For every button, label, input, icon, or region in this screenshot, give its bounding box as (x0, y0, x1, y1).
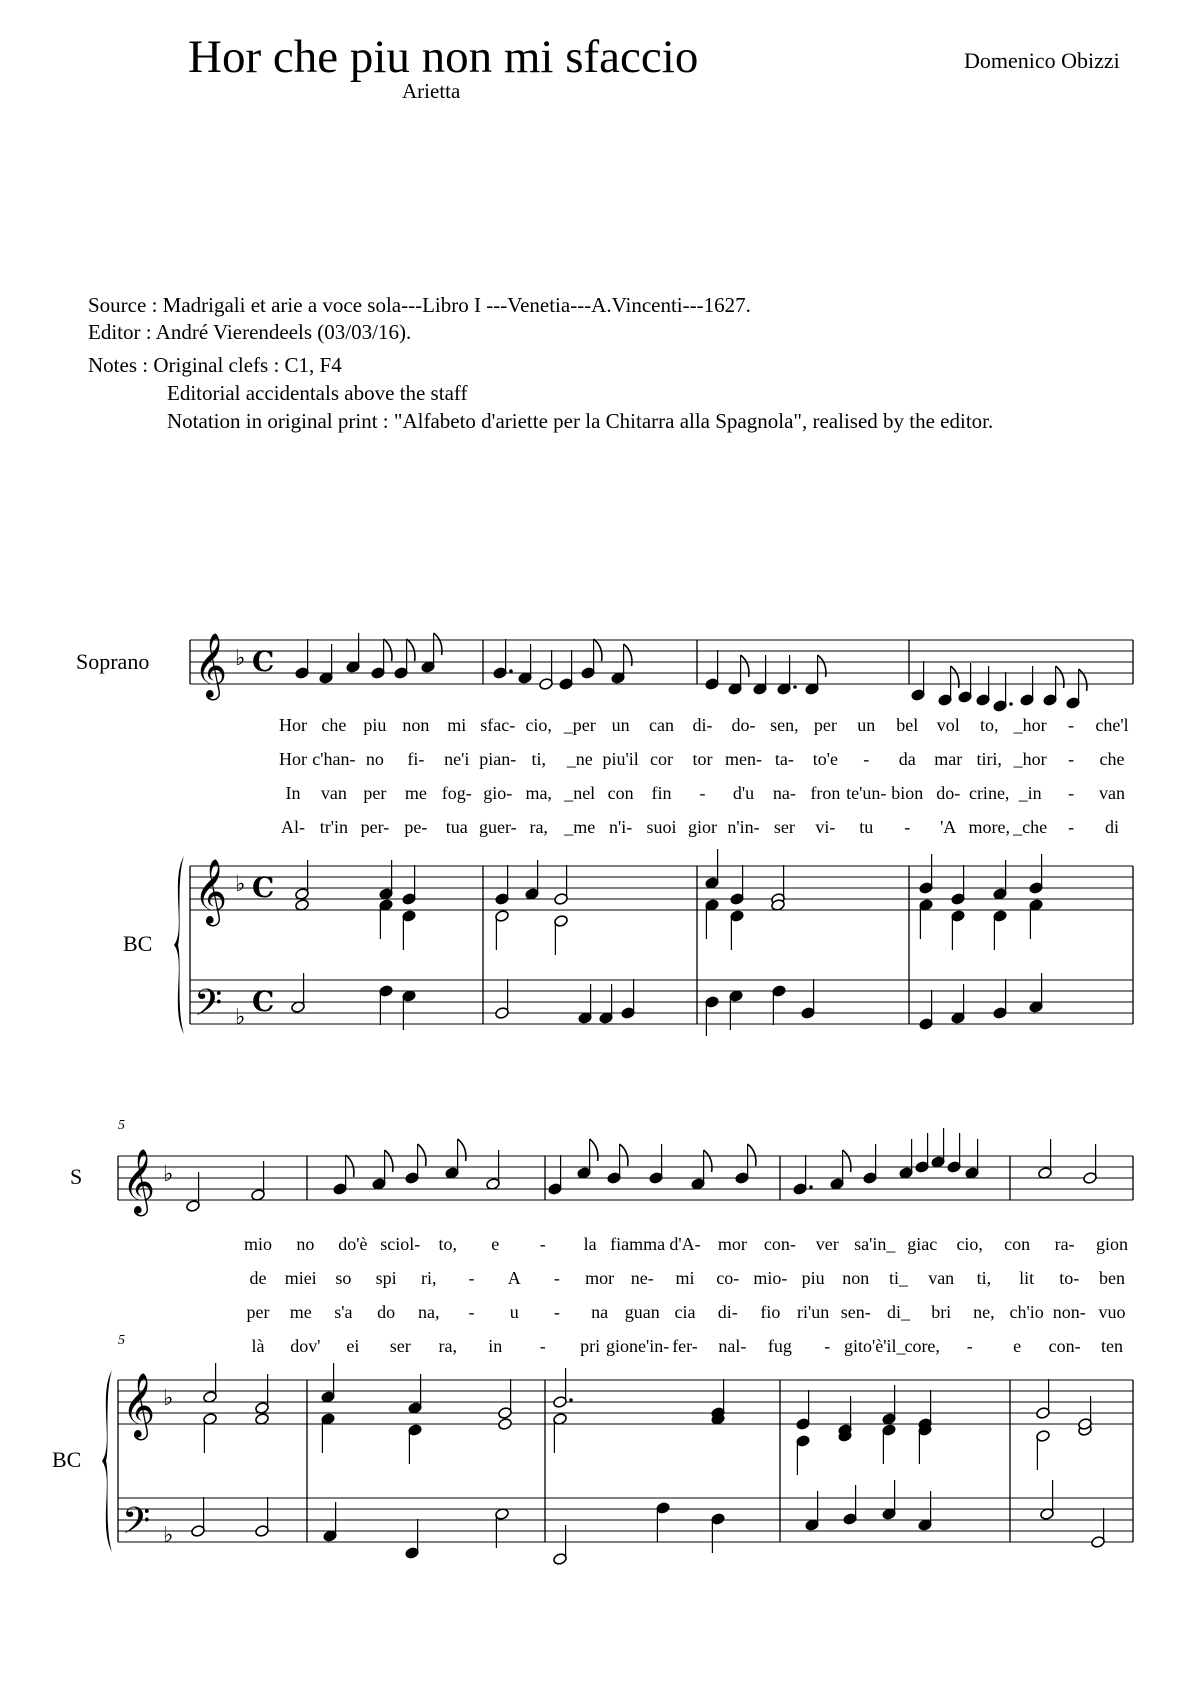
treble-clef-icon: 𝄞 (122, 1373, 156, 1438)
lyric-syllable: to, (438, 1234, 458, 1254)
lyric-syllable: fron (810, 783, 841, 803)
augmentation-dot (1009, 702, 1013, 706)
lyric-syllable: _ne (566, 749, 593, 769)
lyric-syllable: _che (1013, 817, 1048, 837)
lyric-syllable: là (251, 1336, 265, 1356)
lyric-syllable: _hor (1013, 749, 1047, 769)
lyric-syllable: ri, (421, 1268, 437, 1288)
notes-notation-line: Notation in original print : "Alfabeto d'ariette per la Chitarra alla Spagnola", realised by the editor. (167, 409, 994, 433)
lyric-syllable: no (365, 749, 384, 769)
lyric-syllable: - (1068, 749, 1075, 769)
lyric-syllable: sa'in_ (854, 1234, 896, 1254)
note-flag (818, 655, 826, 677)
lyric-syllable: tua (445, 817, 468, 837)
time-signature: C (252, 645, 275, 678)
note-flag (748, 1144, 756, 1166)
lyric-syllable: ei (346, 1336, 360, 1356)
lyric-syllable: ne'i (444, 749, 470, 769)
lyric-syllable: non (842, 1268, 870, 1288)
lyric-syllable: sen- (840, 1302, 871, 1322)
lyric-syllable: ser (389, 1336, 411, 1356)
lyric-syllable: A (507, 1268, 521, 1288)
lyric-syllable: tu (859, 817, 874, 837)
flat-key-signature-icon: ♭ (163, 1162, 174, 1187)
notes-line: Notes : Original clefs : C1, F4 (88, 353, 342, 377)
lyric-syllable: - (824, 1336, 831, 1356)
lyric-syllable: de (249, 1268, 267, 1288)
lyric-syllable: u (509, 1302, 519, 1322)
note-flag (951, 666, 959, 688)
lyric-syllable: piu (801, 1268, 825, 1288)
lyric-syllable: sciol- (380, 1234, 421, 1254)
bc-staff-name: BC (52, 1447, 82, 1472)
lyric-syllable: di- (717, 1302, 738, 1322)
lyric-syllable: guer- (478, 817, 517, 837)
lyric-syllable: na (591, 1302, 609, 1322)
system-2 (52, 1118, 1133, 1565)
lyric-syllable: per (246, 1302, 270, 1322)
lyric-syllable: ch'io (1009, 1302, 1044, 1322)
lyric-syllable: che'l (1095, 715, 1129, 735)
lyric-syllable: cor (650, 749, 673, 769)
lyric-syllable: tr'in (319, 817, 349, 837)
lyric-syllable: vol (936, 715, 960, 735)
lyric-syllable: vi- (815, 817, 836, 837)
lyric-syllable: _in (1018, 783, 1042, 803)
lyric-syllable: crine, (968, 783, 1010, 803)
lyric-syllable: mio- (753, 1268, 788, 1288)
lyrics-system-1 (279, 715, 1129, 837)
lyric-syllable: sfac- (480, 715, 516, 735)
lyric-syllable: e (491, 1234, 500, 1254)
lyric-syllable: dov' (290, 1336, 321, 1356)
lyric-syllable: n'in- (727, 817, 760, 837)
lyric-syllable: _per (563, 715, 596, 735)
lyric-syllable: men- (725, 749, 762, 769)
lyric-syllable: ti_ (888, 1268, 909, 1288)
lyric-syllable: che (1099, 749, 1125, 769)
lyric-syllable: e (1013, 1336, 1022, 1356)
lyric-syllable: di- (692, 715, 713, 735)
lyric-syllable: Hor (279, 715, 307, 735)
lyric-syllable: che (321, 715, 347, 735)
lyric-syllable: ra, (529, 817, 548, 837)
lyric-syllable: pri (580, 1336, 601, 1356)
lyric-syllable: _hor (1013, 715, 1047, 735)
lyric-syllable: un (611, 715, 630, 735)
source-line: Source : Madrigali et arie a voce sola---Libro I ---Venetia---A.Vincenti---1627. (88, 293, 751, 317)
page-title: Hor che piu non mi sfaccio (188, 31, 699, 83)
lyric-syllable: so (335, 1268, 352, 1288)
soprano-staff-2 (118, 1156, 1133, 1200)
soprano-staff-name: Soprano (76, 649, 150, 674)
lyric-syllable: ra, (438, 1336, 458, 1356)
lyric-syllable: fiamma (610, 1234, 666, 1254)
lyric-syllable: - (1068, 817, 1075, 837)
note-flag (624, 644, 632, 666)
lyric-syllable: bri (931, 1302, 952, 1322)
lyric-syllable: Al- (281, 817, 305, 837)
lyric-syllable: c'han- (312, 749, 356, 769)
lyric-syllable: con (1004, 1234, 1031, 1254)
flat-key-signature-icon: ♭ (235, 872, 246, 897)
lyric-syllable: mi (447, 715, 467, 735)
lyric-syllable: gion (1095, 1234, 1129, 1254)
note-flag (418, 1144, 426, 1166)
lyric-syllable: fi- (407, 749, 425, 769)
lyric-syllable: can (649, 715, 674, 735)
treble-clef-icon: 𝄞 (122, 1149, 156, 1214)
lyric-syllable: ti, (531, 749, 546, 769)
lyric-syllable: ma, (525, 783, 552, 803)
page-subtitle: Arietta (402, 79, 461, 103)
lyric-syllable: non- (1052, 1302, 1086, 1322)
lyric-syllable: d'u (732, 783, 755, 803)
lyric-syllable: per- (360, 817, 390, 837)
note-flag (1079, 669, 1087, 691)
note-flag (385, 1150, 393, 1172)
lyric-syllable: n'i- (608, 817, 633, 837)
bass-clef-icon: 𝄢 (122, 1500, 151, 1551)
lyric-syllable: d'A- (669, 1234, 701, 1254)
lyric-syllable: mor (717, 1234, 747, 1254)
bc-staff-name: BC (123, 931, 153, 956)
lyric-syllable: ri'un (796, 1302, 830, 1322)
lyric-syllable: di (1104, 817, 1120, 837)
lyric-syllable: giac (907, 1234, 938, 1254)
lyric-syllable: do'è (338, 1234, 368, 1254)
lyric-syllable: guan (624, 1302, 660, 1322)
bc-treble-staff-2 (118, 1380, 1133, 1424)
lyric-syllable: te'un- (846, 783, 887, 803)
lyric-syllable: gior (688, 817, 717, 837)
lyric-syllable: - (1068, 783, 1075, 803)
notes-accidentals-line: Editorial accidentals above the staff (167, 381, 468, 405)
lyric-syllable: _nel (564, 783, 596, 803)
lyric-syllable: s'a (334, 1302, 353, 1322)
lyric-syllable: fog- (441, 783, 472, 803)
lyric-syllable: _me (564, 817, 596, 837)
lyric-syllable: con- (763, 1234, 796, 1254)
note-flag (594, 639, 602, 661)
note-flag (704, 1150, 712, 1172)
lyric-syllable: fug (767, 1336, 792, 1356)
lyric-syllable: da (898, 749, 916, 769)
lyric-syllable: In (285, 783, 301, 803)
lyric-syllable: ti, (976, 1268, 992, 1288)
bass-clef-icon: 𝄢 (194, 982, 223, 1033)
lyric-syllable: in (488, 1336, 503, 1356)
lyric-syllable: miei (284, 1268, 317, 1288)
bc-treble-staff-1 (190, 866, 1133, 910)
augmentation-dot (793, 685, 797, 689)
note-flag (407, 639, 415, 661)
lyric-syllable: me (289, 1302, 312, 1322)
lyric-syllable: more, (968, 817, 1010, 837)
lyrics-system-2 (244, 1234, 1128, 1356)
lyric-syllable: mar (934, 749, 963, 769)
lyric-syllable: per (813, 715, 837, 735)
flat-key-signature-icon: ♭ (235, 1005, 246, 1030)
lyric-syllable: do- (731, 715, 756, 735)
system-brace-2 (102, 1370, 112, 1552)
lyric-syllable: - (553, 1268, 560, 1288)
lyric-syllable: di_ (886, 1302, 911, 1322)
bc-bass-staff-2 (118, 1498, 1133, 1542)
time-signature: C (252, 871, 275, 904)
lyric-syllable: gione'in- (605, 1336, 670, 1356)
measure-number: 5 (118, 1118, 125, 1133)
system-brace-1 (174, 856, 184, 1034)
lyric-syllable: ne, (973, 1302, 995, 1322)
lyric-syllable: van (1099, 783, 1125, 803)
lyric-syllable: piu'il (602, 749, 639, 769)
lyric-syllable: con (607, 783, 634, 803)
lyric-syllable: bel (896, 715, 919, 735)
treble-clef-icon: 𝄞 (194, 859, 228, 924)
lyric-syllable: Hor (279, 749, 307, 769)
lyric-syllable: spi (375, 1268, 397, 1288)
lyric-syllable: fio (760, 1302, 781, 1322)
lyric-syllable: pe- (404, 817, 428, 837)
augmentation-dot (809, 1185, 813, 1189)
note-flag (434, 633, 442, 655)
measure-number: 5 (118, 1333, 125, 1348)
lyric-syllable: do (377, 1302, 396, 1322)
lyric-syllable: lit (1019, 1268, 1035, 1288)
flat-key-signature-icon: ♭ (235, 646, 246, 671)
lyric-syllable: - (904, 817, 911, 837)
lyric-syllable: bion (891, 783, 924, 803)
lyric-syllable: ta- (774, 749, 794, 769)
lyric-syllable: cia (674, 1302, 696, 1322)
lyric-syllable: gio- (483, 783, 513, 803)
lyric-syllable: sen, (770, 715, 799, 735)
lyric-syllable: co- (716, 1268, 740, 1288)
note-flag (741, 655, 749, 677)
note-flag (384, 639, 392, 661)
lyric-syllable: - (699, 783, 706, 803)
time-signature: C (252, 985, 275, 1018)
lyric-syllable: - (966, 1336, 973, 1356)
treble-clef-icon: 𝄞 (194, 633, 228, 698)
note-flag (346, 1155, 354, 1177)
lyric-syllable: nal- (718, 1336, 747, 1356)
lyric-syllable: la (583, 1234, 597, 1254)
lyric-syllable: me (404, 783, 427, 803)
lyric-syllable: vuo (1098, 1302, 1126, 1322)
lyric-syllable: ne- (630, 1268, 654, 1288)
bc-notes-2 (191, 1363, 1106, 1565)
lyric-syllable: na- (772, 783, 796, 803)
lyric-syllable: non (402, 715, 430, 735)
lyric-syllable: no (296, 1234, 315, 1254)
lyric-syllable: mor (585, 1268, 615, 1288)
lyric-syllable: cio, (525, 715, 552, 735)
lyric-syllable: pian- (479, 749, 517, 769)
lyric-syllable: gito'è'il_ (844, 1336, 906, 1356)
lyric-syllable: fin (651, 783, 672, 803)
note-flag (620, 1144, 628, 1166)
bc-bass-staff-1 (190, 980, 1133, 1024)
lyric-syllable: to, (979, 715, 999, 735)
lyric-syllable: van (320, 783, 347, 803)
lyric-syllable: suoi (646, 817, 677, 837)
lyric-syllable: - (539, 1336, 546, 1356)
lyric-syllable: van (928, 1268, 955, 1288)
lyric-syllable: - (863, 749, 870, 769)
augmentation-dot (509, 669, 513, 673)
lyric-syllable: per (363, 783, 387, 803)
lyric-syllable: - (553, 1302, 560, 1322)
system-1 (76, 633, 1133, 1036)
lyric-syllable: na, (418, 1302, 440, 1322)
lyric-syllable: ten (1101, 1336, 1123, 1356)
soprano-staff-name: S (70, 1164, 83, 1189)
lyric-syllable: - (468, 1268, 475, 1288)
lyric-syllable: - (539, 1234, 546, 1254)
lyric-syllable: to'e (812, 749, 839, 769)
lyric-syllable: do- (936, 783, 961, 803)
lyric-syllable: - (468, 1302, 475, 1322)
lyric-syllable: ser (773, 817, 795, 837)
lyric-syllable: ben (1099, 1268, 1125, 1288)
composer-name: Domenico Obizzi (964, 48, 1120, 73)
flat-key-signature-icon: ♭ (163, 1523, 174, 1548)
lyric-syllable: mi (675, 1268, 695, 1288)
lyric-syllable: core, (904, 1336, 940, 1356)
lyric-syllable: cio, (956, 1234, 983, 1254)
lyric-syllable: 'A (940, 817, 957, 837)
editor-line: Editor : André Vierendeels (03/03/16). (88, 320, 412, 344)
note-flag (590, 1139, 598, 1161)
lyric-syllable: ver (815, 1234, 839, 1254)
note-flag (458, 1139, 466, 1161)
note-flag (1056, 666, 1064, 688)
lyric-syllable: tor (692, 749, 713, 769)
lyric-syllable: un (857, 715, 876, 735)
flat-key-signature-icon: ♭ (163, 1386, 174, 1411)
lyric-syllable: - (1068, 715, 1075, 735)
augmentation-dot (569, 1398, 573, 1402)
lyric-syllable: ra- (1054, 1234, 1075, 1254)
note-head (498, 1418, 513, 1431)
lyric-syllable: piu (363, 715, 387, 735)
lyric-syllable: mio (243, 1234, 273, 1254)
note-flag (843, 1150, 851, 1172)
lyric-syllable: tiri, (976, 749, 1002, 769)
lyric-syllable: fer- (672, 1336, 698, 1356)
lyric-syllable: con- (1048, 1336, 1081, 1356)
lyric-syllable: to- (1059, 1268, 1080, 1288)
